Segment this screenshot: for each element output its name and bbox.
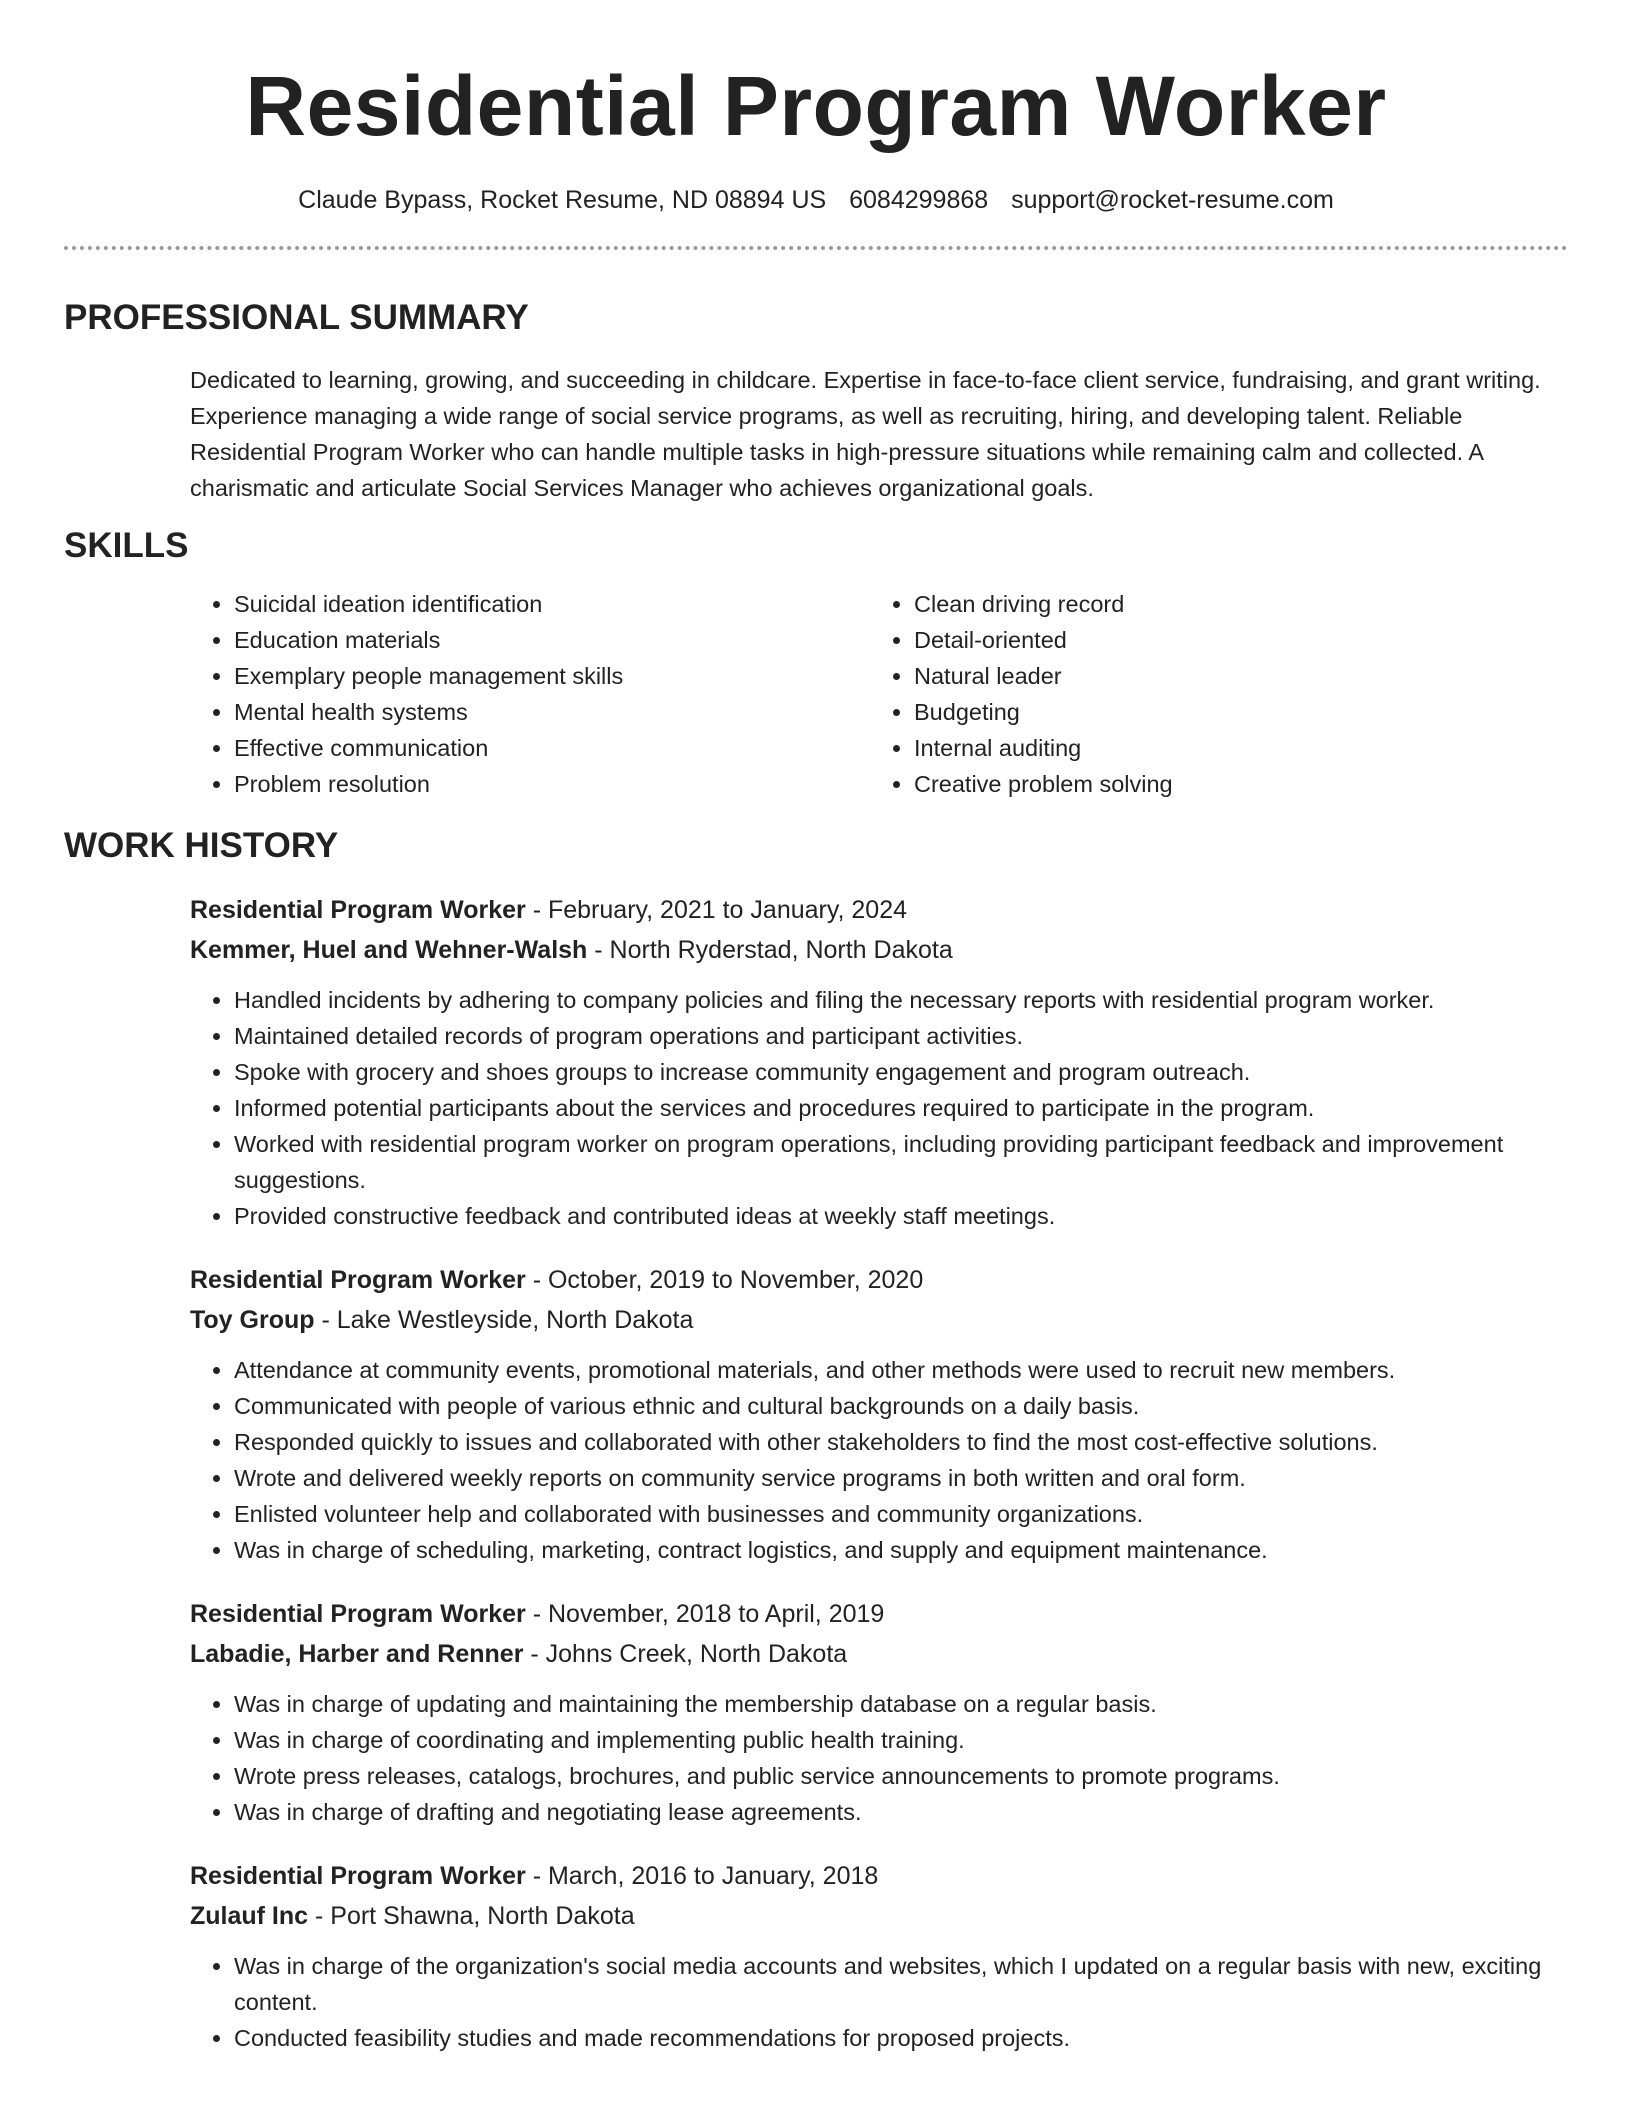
candidate-name: Residential Program Worker: [245, 59, 1387, 153]
job-location: - Port Shawna, North Dakota: [308, 1902, 635, 1930]
job-title-line: [190, 890, 1568, 930]
resume-page: [64, 0, 1568, 2056]
job-bullet: • Communicated with people of various ethnic and cultural backgrounds on a daily basis.: [234, 1388, 1568, 1424]
job-entry: [190, 1260, 1568, 1568]
skill-item: • Problem resolution: [234, 766, 870, 802]
job-role: Residential Program Worker: [190, 896, 526, 924]
skill-item: • Exemplary people management skills: [234, 658, 870, 694]
job-entry: [190, 1594, 1568, 1830]
job-company-line: [190, 1300, 1568, 1340]
job-dates: - February, 2021 to January, 2024: [525, 896, 908, 924]
job-company: Zulauf Inc: [190, 1902, 309, 1930]
job-bullet: • Was in charge of drafting and negotiating lease agreements.: [234, 1794, 1568, 1830]
job-location: - Lake Westleyside, North Dakota: [314, 1306, 694, 1334]
job-bullet: • Wrote and delivered weekly reports on community service programs in both written and oral form.: [234, 1460, 1568, 1496]
job-bullet: • Informed potential participants about the services and procedures required to participate in the program.: [234, 1090, 1568, 1126]
job-bullet: • Spoke with grocery and shoes groups to increase community engagement and program outreach.: [234, 1054, 1568, 1090]
job-role: Residential Program Worker: [190, 1862, 526, 1890]
job-location: - Johns Creek, North Dakota: [523, 1640, 848, 1668]
job-bullets: [190, 1686, 1568, 1830]
summary-heading: PROFESSIONAL SUMMARY: [64, 298, 529, 337]
skill-item: • Suicidal ideation identification: [234, 586, 870, 622]
contact-line: [64, 184, 1568, 216]
job-bullet: • Attendance at community events, promotional materials, and other methods were used to recruit new members.: [234, 1352, 1568, 1388]
skill-item: • Budgeting: [914, 694, 1550, 730]
skill-item: • Detail-oriented: [914, 622, 1550, 658]
job-location: - North Ryderstad, North Dakota: [587, 936, 953, 964]
job-title-line: [190, 1856, 1568, 1896]
skill-item: • Creative problem solving: [914, 766, 1550, 802]
contact-phone: 6084299868: [849, 186, 989, 214]
skills-list: [190, 586, 1568, 802]
job-role: Residential Program Worker: [190, 1600, 526, 1628]
job-bullet: • Worked with residential program worker on program operations, including providing participant feedback and improvement suggestions.: [234, 1126, 1568, 1198]
job-bullet: • Handled incidents by adhering to company policies and filing the necessary reports with residential program worker.: [234, 982, 1568, 1018]
job-entry: [190, 890, 1568, 1234]
job-bullets: [190, 1352, 1568, 1568]
work-history-heading: WORK HISTORY: [64, 826, 339, 865]
job-bullet: • Responded quickly to issues and collaborated with other stakeholders to find the most cost-effective solutions.: [234, 1424, 1568, 1460]
job-bullet: • Conducted feasibility studies and made recommendations for proposed projects.: [234, 2020, 1568, 2056]
job-company: Kemmer, Huel and Wehner-Walsh: [190, 936, 588, 964]
job-entry: [190, 1856, 1568, 2056]
job-company-line: [190, 930, 1568, 970]
summary-text: Dedicated to learning, growing, and succeeding in childcare. Expertise in face-to-face client service, fundraising, and grant writing. Experience managing a wide range of social service programs, as well as recruiting, hiring, and developing talent. Reliable Residential Program Worker who can handle multiple tasks in high-pressure situations while remaining calm and collected. A charismatic and articulate Social Services Manager who achieves organizational goals.: [190, 367, 1541, 501]
job-bullet: • Wrote press releases, catalogs, brochures, and public service announcements to promote programs.: [234, 1758, 1568, 1794]
skills-column-right: [870, 586, 1550, 802]
job-dates: - March, 2016 to January, 2018: [525, 1862, 879, 1890]
skill-item: • Internal auditing: [914, 730, 1550, 766]
skill-item: • Natural leader: [914, 658, 1550, 694]
skill-item: • Clean driving record: [914, 586, 1550, 622]
job-bullet: • Was in charge of the organization's social media accounts and websites, which I updated on a regular basis with new, exciting content.: [234, 1948, 1568, 2020]
job-company-line: [190, 1896, 1568, 1936]
job-role: Residential Program Worker: [190, 1266, 526, 1294]
contact-email: support@rocket-resume.com: [1011, 186, 1334, 214]
job-bullets: [190, 982, 1568, 1234]
skills-column-left: [190, 586, 870, 802]
job-bullet: • Maintained detailed records of program operations and participant activities.: [234, 1018, 1568, 1054]
job-bullet: • Was in charge of coordinating and implementing public health training.: [234, 1722, 1568, 1758]
skill-item: • Education materials: [234, 622, 870, 658]
job-title-line: [190, 1594, 1568, 1634]
skills-heading: SKILLS: [64, 526, 189, 565]
job-company-line: [190, 1634, 1568, 1674]
job-bullet: • Enlisted volunteer help and collaborated with businesses and community organizations.: [234, 1496, 1568, 1532]
header-divider: [64, 246, 1568, 250]
skill-item: • Mental health systems: [234, 694, 870, 730]
job-dates: - November, 2018 to April, 2019: [525, 1600, 885, 1628]
job-bullets: [190, 1948, 1568, 2056]
job-bullet: • Was in charge of updating and maintaining the membership database on a regular basis.: [234, 1686, 1568, 1722]
job-bullet: • Provided constructive feedback and contributed ideas at weekly staff meetings.: [234, 1198, 1568, 1234]
job-company: Labadie, Harber and Renner: [190, 1640, 524, 1668]
contact-address: Claude Bypass, Rocket Resume, ND 08894 US: [298, 186, 827, 214]
job-bullet: • Was in charge of scheduling, marketing, contract logistics, and supply and equipment maintenance.: [234, 1532, 1568, 1568]
job-company: Toy Group: [190, 1306, 315, 1334]
job-dates: - October, 2019 to November, 2020: [525, 1266, 924, 1294]
skill-item: • Effective communication: [234, 730, 870, 766]
job-title-line: [190, 1260, 1568, 1300]
